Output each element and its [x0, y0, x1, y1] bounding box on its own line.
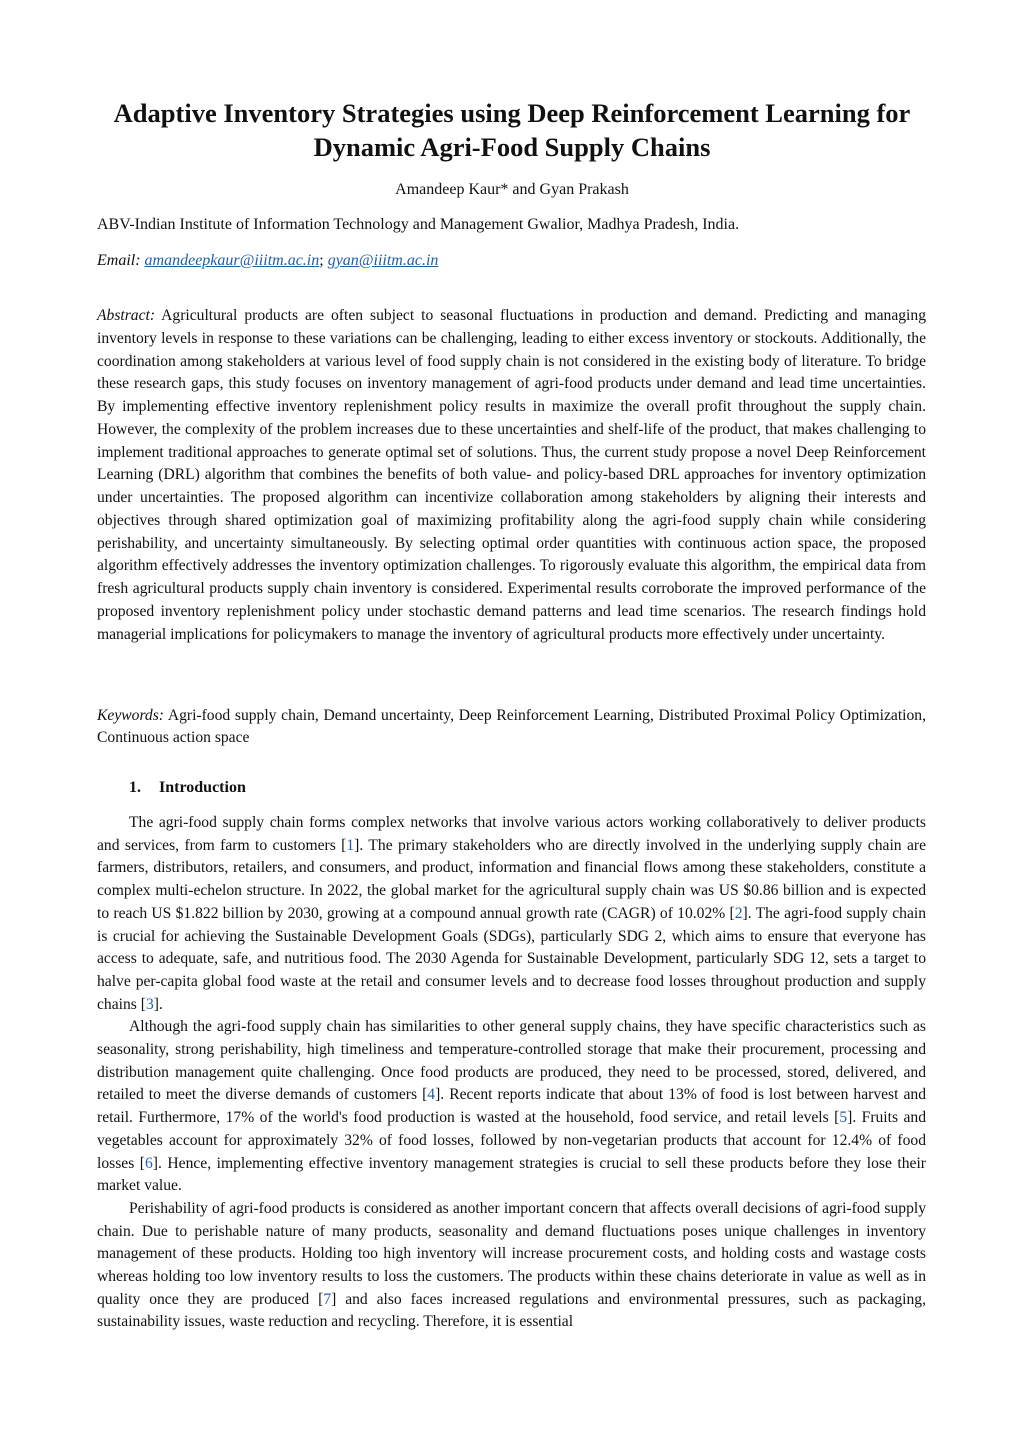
email-line: [97, 251, 937, 271]
abstract-label: Abstract:: [97, 307, 156, 324]
keywords-text: Agri-food supply chain, Demand uncertainty, Deep Reinforcement Learning, Distributed Proximal Policy Optimization, Continuous action space: [97, 707, 926, 746]
citation-link-5[interactable]: 5: [839, 1109, 848, 1127]
email-label: Email:: [97, 252, 141, 269]
keywords: [97, 705, 926, 749]
section-number: 1.: [129, 779, 141, 796]
intro-paragraph-2: [97, 1016, 926, 1198]
affiliation: ABV-Indian Institute of Information Technology and Management Gwalior, Madhya Pradesh, India.: [97, 216, 740, 233]
text-run: Although the agri-food supply chain has similarities to other general supply chains, they have specific characteristics such as seasonality, strong perishability, high timeliness and temperature-controlled storage that make their procurement, processing and distribution management quite challenging. Once food products are produced, they need to be processed, stored, delivered, and retailed to meet the diverse demands of customers [: [97, 1018, 926, 1104]
keywords-label: Keywords:: [97, 707, 164, 724]
abstract: [97, 305, 926, 646]
section-heading-introduction: [129, 778, 246, 798]
text-run: ]. Hence, implementing effective inventory management strategies is crucial to sell these products before they lose their market value.: [97, 1154, 926, 1195]
introduction-body: [97, 812, 926, 1334]
author-list: Amandeep Kaur* and Gyan Prakash: [395, 181, 629, 198]
text-run: ].: [153, 995, 163, 1013]
text-run: ]. The primary stakeholders who are directly involved in the underlying supply chain are farmers, distributors, retailers, and consumers, and product, information and financial flows among these stakeholders, constitute a complex multi-echelon structure. In 2022, the global market for the agricultural supply chain was US $0.86 billion and is expected to reach US $1.822 billion by 2030, growing at a compound annual growth rate (CAGR) of 10.02% [: [97, 836, 927, 922]
text-run: ]. Fruits and vegetables account for approximately 32% of food losses, followed by non-vegetarian products that account for 12.4% of food losses [: [97, 1109, 926, 1172]
text-run: ] and also faces increased regulations and environmental pressures, such as packaging, sustainability issues, waste reduction and recycling. Therefore, it is essential: [97, 1290, 926, 1331]
intro-paragraph-3: [97, 1198, 926, 1334]
citation-link-7[interactable]: 7: [323, 1290, 332, 1308]
text-run: ]. Recent reports indicate that about 13% of food is lost between harvest and retail. Furthermore, 17% of the world's food production is wasted at the household, food service, and retail levels [: [97, 1086, 926, 1127]
paper-title: Adaptive Inventory Strategies using Deep Reinforcement Learning for Dynamic Agri-Food Supply Chains: [113, 98, 911, 162]
email-separator: ;: [319, 252, 324, 269]
text-run: Perishability of agri-food products is considered as another important concern that affects overall decisions of agri-food supply chain. Due to perishable nature of many products, seasonality and demand fluctuations poses unique challenges in inventory management of these products. Holding too high inventory will increase procurement costs, and holding costs and wastage costs whereas holding too low inventory results to loss the customers. The products within these chains deteriorate in value as well as in quality once they are produced [: [97, 1199, 926, 1308]
email-link-prakash[interactable]: gyan@iiitm.ac.in: [327, 252, 439, 269]
citation-link-6[interactable]: 6: [144, 1154, 153, 1172]
email-link-kaur[interactable]: amandeepkaur@iiitm.ac.in: [144, 252, 320, 269]
section-title: Introduction: [159, 779, 246, 796]
citation-link-1[interactable]: 1: [346, 836, 355, 854]
citation-link-2[interactable]: 2: [734, 904, 743, 922]
abstract-text: Agricultural products are often subject to seasonal fluctuations in production and demand. Predicting and managing inventory levels in response to these variations can be challenging, leading to either excess inventory or stockouts. Additionally, the coordination among stakeholders at various level of food supply chain is not considered in the existing body of literature. To bridge these research gaps, this study focuses on inventory management of agri-food products under demand and lead time uncertainties. By implementing effective inventory replenishment policy results in maximize the overall profit throughout the supply chain. However, the complexity of the problem increases due to these uncertainties and shelf-life of the product, that makes challenging to implement traditional approaches to generate optimal set of solutions. Thus, the current study propose a novel Deep Reinforcement Learning (DRL) algorithm that combines the benefits of both value- and policy-based DRL approaches for inventory optimization under uncertainties. The proposed algorithm can incentivize collaboration among stakeholders by aligning their interests and objectives through shared optimization goal of maximizing profitability along the agri-food supply chain while considering perishability, and uncertainty simultaneously. By selecting optimal order quantities with continuous action space, the proposed algorithm effectively addresses the inventory optimization challenges. To rigorously evaluate this algorithm, the empirical data from fresh agricultural products supply chain inventory is considered. Experimental results corroborate the improved performance of the proposed inventory replenishment policy under stochastic demand patterns and lead time scenarios. The research findings hold managerial implications for policymakers to manage the inventory of agricultural products more effectively under uncertainty.: [97, 307, 926, 643]
intro-paragraph-1: [97, 812, 926, 1016]
text-run: ]. The agri-food supply chain is crucial for achieving the Sustainable Development Goals (SDGs), particularly SDG 2, which aims to ensure that everyone has access to adequate, safe, and nutritious food. The 2030 Agenda for Sustainable Development, particularly SDG 12, sets a target to halve per-capita global food waste at the retail and consumer levels and to decrease food losses throughout production and supply chains [: [97, 904, 926, 1013]
citation-link-4[interactable]: 4: [427, 1086, 436, 1104]
citation-link-3[interactable]: 3: [145, 995, 154, 1013]
text-run: The agri-food supply chain forms complex networks that involve various actors working collaboratively to deliver products and services, from farm to customers [: [97, 814, 926, 854]
